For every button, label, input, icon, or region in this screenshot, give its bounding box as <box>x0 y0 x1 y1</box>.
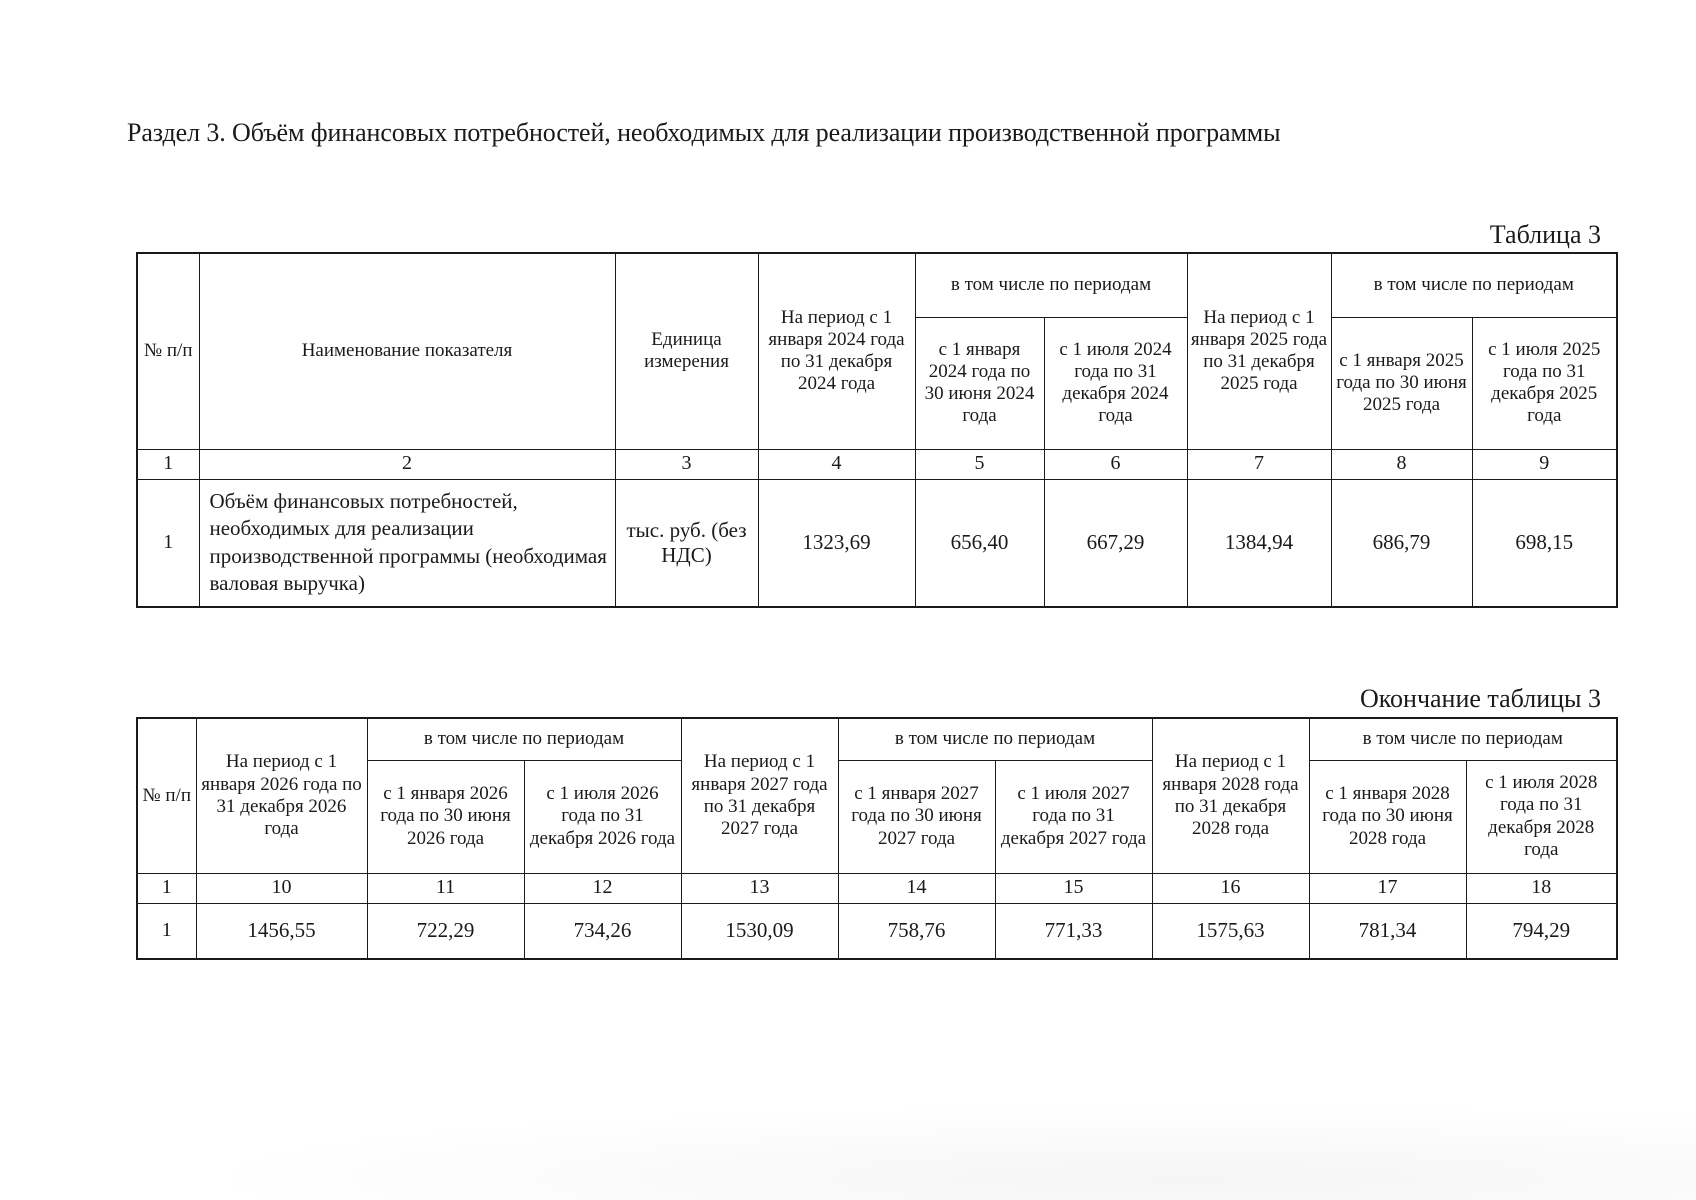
section-title: Раздел 3. Объём финансовых потребностей, необходимых для реализации производственной программы <box>127 118 1281 147</box>
row-number: 1 <box>137 903 196 959</box>
financial-needs-table <box>136 252 1618 608</box>
column-number: 15 <box>995 873 1152 903</box>
column-number: 7 <box>1187 449 1331 479</box>
header-h2-2025: с 1 июля 2025 года по 31 декабря 2025 года <box>1472 317 1617 449</box>
header-period-2028: На период с 1 января 2028 года по 31 декабря 2028 года <box>1152 718 1309 873</box>
value-cell: 667,29 <box>1044 479 1187 607</box>
value-cell: 722,29 <box>367 903 524 959</box>
header-h1-2026: с 1 января 2026 года по 30 июня 2026 года <box>367 760 524 873</box>
column-number: 2 <box>199 449 615 479</box>
column-number: 17 <box>1309 873 1466 903</box>
value-cell: 1456,55 <box>196 903 367 959</box>
header-including-periods: в том числе по периодам <box>367 718 681 760</box>
header-h1-2025: с 1 января 2025 года по 30 июня 2025 года <box>1331 317 1472 449</box>
column-number: 18 <box>1466 873 1617 903</box>
header-period-2026: На период с 1 января 2026 года по 31 декабря 2026 года <box>196 718 367 873</box>
value-cell: 734,26 <box>524 903 681 959</box>
column-number: 13 <box>681 873 838 903</box>
header-num: № п/п <box>137 718 196 873</box>
header-including-periods: в том числе по периодам <box>1309 718 1617 760</box>
column-number-row <box>137 873 1617 903</box>
header-indicator-name: Наименование показателя <box>199 253 615 449</box>
header-h2-2027: с 1 июля 2027 года по 31 декабря 2027 года <box>995 760 1152 873</box>
scan-background <box>0 1090 1696 1200</box>
column-number: 1 <box>137 873 196 903</box>
row-number: 1 <box>137 479 199 607</box>
table-caption: Таблица 3 <box>1489 220 1601 249</box>
header-period-2025: На период с 1 января 2025 года по 31 декабря 2025 года <box>1187 253 1331 449</box>
column-number: 10 <box>196 873 367 903</box>
header-unit: Единица измерения <box>615 253 758 449</box>
column-number-row <box>137 449 1617 479</box>
header-period-2027: На период с 1 января 2027 года по 31 декабря 2027 года <box>681 718 838 873</box>
header-h2-2024: с 1 июля 2024 года по 31 декабря 2024 года <box>1044 317 1187 449</box>
header-h2-2026: с 1 июля 2026 года по 31 декабря 2026 года <box>524 760 681 873</box>
header-num: № п/п <box>137 253 199 449</box>
column-number: 4 <box>758 449 915 479</box>
header-including-periods: в том числе по периодам <box>915 253 1187 317</box>
indicator-name: Объём финансовых потребностей, необходимых для реализации производственной программы (необходимая валовая выручка) <box>199 479 615 607</box>
column-number: 6 <box>1044 449 1187 479</box>
header-period-2024: На период с 1 января 2024 года по 31 декабря 2024 года <box>758 253 915 449</box>
column-number: 5 <box>915 449 1044 479</box>
value-cell: 758,76 <box>838 903 995 959</box>
column-number: 11 <box>367 873 524 903</box>
value-cell: 794,29 <box>1466 903 1617 959</box>
table-caption: Окончание таблицы 3 <box>1359 684 1601 713</box>
table-row <box>137 479 1617 607</box>
value-cell: 781,34 <box>1309 903 1466 959</box>
table-row <box>137 903 1617 959</box>
header-h1-2027: с 1 января 2027 года по 30 июня 2027 года <box>838 760 995 873</box>
value-cell: 1384,94 <box>1187 479 1331 607</box>
financial-needs-table-continued <box>136 717 1618 960</box>
column-number: 3 <box>615 449 758 479</box>
value-cell: 771,33 <box>995 903 1152 959</box>
column-number: 16 <box>1152 873 1309 903</box>
column-number: 8 <box>1331 449 1472 479</box>
value-cell: 1530,09 <box>681 903 838 959</box>
header-h1-2024: с 1 января 2024 года по 30 июня 2024 года <box>915 317 1044 449</box>
header-h1-2028: с 1 января 2028 года по 30 июня 2028 года <box>1309 760 1466 873</box>
header-h2-2028: с 1 июля 2028 года по 31 декабря 2028 года <box>1466 760 1617 873</box>
column-number: 14 <box>838 873 995 903</box>
column-number: 12 <box>524 873 681 903</box>
value-cell: 656,40 <box>915 479 1044 607</box>
column-number: 9 <box>1472 449 1617 479</box>
value-cell: 698,15 <box>1472 479 1617 607</box>
value-cell: 686,79 <box>1331 479 1472 607</box>
header-including-periods: в том числе по периодам <box>838 718 1152 760</box>
header-including-periods: в том числе по периодам <box>1331 253 1617 317</box>
value-cell: 1323,69 <box>758 479 915 607</box>
unit-cell: тыс. руб. (без НДС) <box>615 479 758 607</box>
value-cell: 1575,63 <box>1152 903 1309 959</box>
column-number: 1 <box>137 449 199 479</box>
